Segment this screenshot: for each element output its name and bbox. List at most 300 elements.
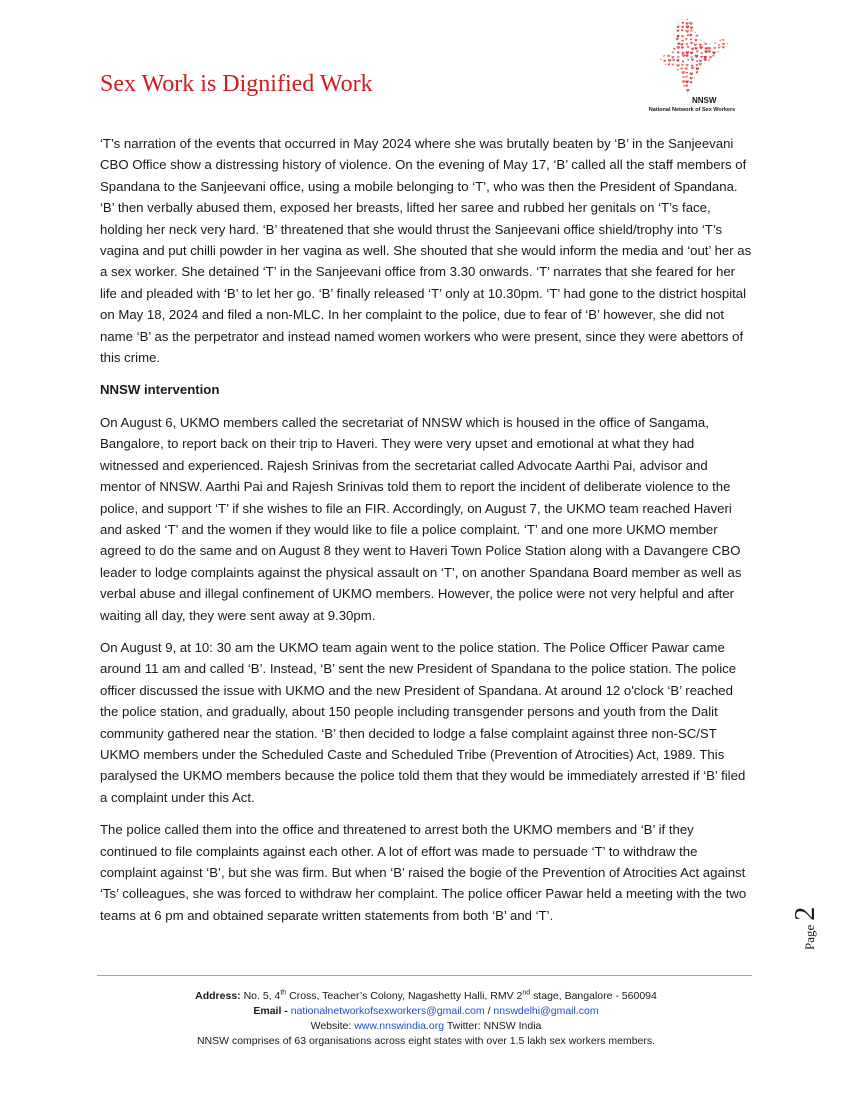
logo-heart-mark	[681, 26, 683, 28]
logo-heart-mark	[719, 39, 722, 41]
logo-heart-mark	[713, 18, 716, 19]
logo-heart-mark	[682, 76, 684, 78]
logo-heart-mark	[676, 25, 679, 28]
logo-heart-mark	[691, 48, 694, 51]
paragraph-1: ‘T’s narration of the events that occurred in May 2024 where she was brutally beaten by ‘B’ in the Sanjeevani CBO Office show a distressing history of violence. On the evening of May 17, ‘B’ called all the staff members of Spandana to the Sanjeevani office, using a mobile belonging to ‘T’, who was then the President of Spandana. ‘B’ then verbally abused them, exposed her breasts, lifted her saree and rubbed her genitals on ‘T’s face, holding her neck very hard. ‘B’ threatened that she would thrust the Sanjeevani office shield/trophy into ‘T’s vagina and put chilli powder in her vagina as well. She shouted that she would inform the media and ‘out’ her as a sex worker. She detained ‘T’ in the Sanjeevani office from 3.30 onwards. ‘T’ narrates that she feared for her life and pleaded with ‘B’ to let her go. ‘B’ finally released ‘T’ only at 10.30pm. ‘T’ had gone to the district hospital on May 18, 2024 and filed a non-MLC. In her complaint to the police, due to fear of ‘B’ however, she did not name ‘B’ as the perpetrator and instead named women workers who were present, since they were abettors of this crime.	[100, 136, 752, 366]
logo-heart-mark	[677, 42, 680, 45]
address-sup-2: nd	[522, 989, 531, 997]
logo-heart-mark	[700, 39, 703, 41]
logo-heart-mark	[663, 93, 666, 96]
logo-heart-mark	[690, 30, 693, 33]
logo-heart-mark	[668, 18, 671, 19]
logo-heart-mark	[685, 80, 688, 83]
logo-heart-mark	[691, 58, 694, 61]
logo-heart-mark	[704, 80, 706, 82]
logo-heart-mark	[663, 52, 666, 55]
logo-heart-mark	[709, 34, 712, 37]
logo-heart-mark	[718, 46, 721, 48]
logo-heart-mark	[663, 88, 666, 91]
logo-heart-mark	[677, 56, 680, 58]
logo-heart-mark	[657, 22, 661, 25]
logo-heart-mark	[689, 22, 693, 25]
logo-heart-mark	[663, 18, 666, 20]
website-link[interactable]: www.nnswindia.org	[354, 1020, 445, 1032]
logo-heart-mark	[699, 44, 702, 46]
logo-heart-mark	[696, 84, 698, 86]
logo-heart-mark	[654, 51, 655, 53]
logo-heart-mark	[722, 88, 725, 91]
logo-heart-mark	[704, 38, 707, 41]
logo-heart-mark	[654, 76, 656, 78]
logo-heart-mark	[712, 51, 716, 54]
logo-heart-mark	[663, 84, 666, 86]
logo-heart-mark	[672, 59, 675, 62]
logo-heart-mark	[727, 21, 730, 24]
logo-heart-mark	[722, 60, 725, 63]
paragraph-4: The police called them into the office and threatened to arrest both the UKMO members and ‘B’ if they continued to file complaints against each other. A lot of effort was made to persuade ‘T’ to withdraw the complaint against ‘B’, but she was firm. But when ‘B’ raised the bogie of the Prevention of Atrocities Act against ‘Ts’ colleagues, she was forced to withdraw her complaint. The police officer Pawar held a meeting with the two teams at 6 pm and obtained separate written statements from both ‘B’ and ‘T’.	[100, 822, 747, 923]
logo-heart-mark	[686, 22, 689, 25]
logo-heart-mark	[690, 72, 694, 75]
logo-heart-mark	[672, 51, 674, 53]
logo-heart-mark	[724, 76, 726, 78]
logo-heart-mark	[663, 22, 666, 25]
logo-heart-mark	[667, 27, 669, 29]
paragraph-3: On August 9, at 10: 30 am the UKMO team again went to the police station. The Police Officer Pawar came around 11 am and called ‘B’. Instead, ‘B’ sent the new President of Spandana to the police station. The police officer discussed the issue with UKMO and the new President of Spandana. At around 12 o'clock ‘B’ reached the police station, and gradually, about 150 people including transgender persons and youth from the Dalit community gathered near the station. ‘B’ then decided to lodge a false complaint against three non-SC/ST UKMO members under the Scheduled Caste and Scheduled Tribe (Prevention of Atrocities) Act, 1989. This paralysed the UKMO members because the police told them that they would be immediately arrested if ‘B’ filed a complaint under this Act.	[100, 639, 746, 805]
logo-heart-mark	[714, 92, 717, 95]
logo-heart-mark	[705, 67, 709, 70]
logo-heart-mark	[662, 67, 666, 70]
logo-heart-mark	[690, 77, 693, 80]
address-part-3: stage, Bangalore - 560094	[530, 990, 657, 1002]
logo-heart-mark	[700, 23, 703, 25]
logo-heart-mark	[708, 84, 712, 87]
page-number-marker	[790, 895, 820, 950]
logo-heart-mark	[658, 26, 661, 28]
logo-heart-mark	[685, 30, 689, 33]
logo-heart-mark	[708, 50, 711, 53]
logo-heart-mark	[654, 68, 657, 71]
logo-heart-mark	[718, 81, 721, 84]
nnsw-logo	[642, 18, 742, 114]
logo-heart-mark	[704, 25, 708, 28]
logo-heart-mark	[713, 69, 715, 71]
logo-heart-mark	[717, 22, 720, 24]
logo-heart-mark	[664, 72, 667, 74]
logo-heart-mark	[694, 43, 697, 46]
logo-heart-mark	[663, 26, 666, 28]
logo-heart-mark	[672, 64, 675, 66]
logo-heart-mark	[667, 89, 670, 92]
logo-heart-mark	[699, 60, 702, 63]
logo-heart-mark	[707, 47, 711, 50]
logo-heart-mark	[694, 21, 697, 24]
address-part-1: No. 5, 4	[243, 990, 281, 1002]
logo-heart-mark	[687, 46, 690, 48]
logo-heart-mark	[712, 34, 715, 37]
footer	[100, 989, 752, 1049]
logo-heart-mark	[696, 60, 698, 62]
logo-heart-mark	[700, 76, 704, 79]
logo-heart-mark	[663, 80, 666, 83]
logo-heart-mark	[654, 84, 656, 87]
logo-heart-mark	[658, 55, 661, 58]
logo-heart-mark	[722, 46, 725, 48]
logo-heart-mark	[704, 75, 708, 78]
logo-heart-mark	[717, 30, 720, 33]
logo-heart-mark	[685, 18, 688, 20]
logo-heart-mark	[696, 71, 699, 74]
logo-heart-mark	[667, 47, 670, 50]
logo-heart-mark	[718, 93, 721, 96]
logo-heart-mark	[677, 46, 680, 49]
logo-heart-mark	[722, 55, 725, 58]
logo-heart-mark	[704, 63, 708, 66]
logo-heart-mark	[671, 85, 674, 88]
logo-heart-mark	[667, 80, 670, 83]
logo-heart-mark	[718, 59, 720, 61]
logo-name: NNSW	[692, 96, 717, 105]
logo-heart-mark	[713, 21, 716, 23]
logo-heart-mark	[695, 89, 697, 91]
logo-heart-mark	[710, 31, 713, 34]
logo-heart-mark	[717, 18, 720, 20]
section-heading: NNSW intervention	[100, 382, 220, 398]
logo-heart-mark	[727, 55, 730, 58]
logo-heart-mark	[701, 72, 703, 74]
logo-heart-mark	[682, 89, 685, 91]
logo-heart-mark	[718, 71, 721, 74]
logo-heart-mark	[690, 90, 693, 93]
logo-heart-mark	[709, 18, 712, 20]
logo-heart-mark	[676, 64, 680, 67]
logo-heart-mark	[654, 39, 657, 42]
logo-heart-mark	[671, 38, 673, 40]
logo-heart-mark	[672, 34, 674, 36]
logo-heart-mark	[709, 88, 713, 91]
logo-heart-mark	[705, 30, 708, 32]
logo-heart-mark	[691, 67, 694, 70]
footer-divider	[97, 975, 752, 976]
logo-heart-mark	[658, 43, 660, 45]
logo-heart-mark	[714, 88, 717, 91]
logo-heart-mark	[727, 60, 730, 62]
logo-heart-mark	[681, 40, 683, 42]
logo-heart-mark	[728, 71, 730, 74]
logo-heart-mark	[691, 65, 693, 67]
logo-heart-mark	[695, 18, 697, 20]
logo-heart-mark	[709, 76, 712, 79]
page-label: Page	[802, 924, 817, 950]
logo-heart-mark	[724, 64, 726, 66]
logo-heart-mark	[713, 25, 717, 28]
logo-heart-mark	[668, 35, 671, 38]
logo-heart-mark	[662, 43, 665, 46]
logo-heart-mark	[723, 21, 726, 23]
logo-heart-mark	[658, 79, 661, 82]
logo-heart-mark	[663, 75, 666, 77]
logo-heart-mark	[671, 68, 674, 71]
logo-heart-mark	[728, 86, 730, 88]
logo-heart-mark	[668, 63, 670, 65]
logo-heart-mark	[714, 64, 717, 67]
logo-heart-mark	[686, 51, 690, 54]
logo-heart-mark	[687, 59, 689, 61]
logo-heart-mark	[667, 86, 670, 88]
logo-heart-mark	[686, 43, 688, 45]
email-link-2[interactable]: nnswdelhi@gmail.com	[493, 1005, 599, 1017]
logo-heart-mark	[699, 63, 702, 66]
logo-heart-mark	[717, 26, 720, 29]
logo-heart-mark	[663, 35, 665, 37]
logo-heart-mark	[690, 26, 694, 29]
logo-heart-mark	[708, 59, 711, 62]
logo-heart-mark	[686, 72, 688, 74]
logo-heart-mark	[681, 71, 685, 74]
logo-heart-mark	[677, 30, 680, 33]
logo-heart-mark	[654, 72, 656, 75]
footer-email	[100, 1004, 752, 1019]
logo-heart-mark	[712, 55, 715, 58]
logo-heart-mark	[659, 64, 661, 66]
logo-heart-mark	[658, 51, 660, 53]
logo-heart-mark	[654, 26, 656, 28]
address-label: Address:	[195, 990, 241, 1002]
logo-heart-mark	[685, 85, 688, 87]
logo-heart-mark	[672, 89, 675, 91]
logo-heart-mark	[682, 61, 684, 63]
logo-heart-mark	[722, 30, 725, 32]
logo-heart-mark	[663, 55, 665, 57]
logo-heart-mark	[686, 89, 689, 92]
email-link-1[interactable]: nationalnetworkofsexworkers@gmail.com	[290, 1005, 485, 1017]
logo-heart-mark	[654, 18, 656, 20]
logo-heart-mark	[713, 38, 716, 41]
logo-heart-mark	[704, 21, 706, 23]
logo-heart-mark	[709, 63, 711, 65]
logo-heart-mark	[718, 34, 720, 36]
logo-heart-mark	[671, 42, 675, 45]
logo-heart-mark	[681, 68, 683, 70]
logo-heart-mark	[658, 18, 660, 20]
logo-heart-mark	[676, 35, 679, 38]
logo-heart-mark	[699, 33, 702, 36]
logo-heart-mark	[705, 73, 707, 75]
logo-heart-mark	[709, 92, 712, 94]
logo-heart-mark	[695, 39, 698, 42]
logo-heart-mark	[704, 18, 707, 21]
logo-heart-mark	[668, 21, 671, 23]
logo-heart-mark	[663, 46, 665, 48]
logo-heart-mark	[705, 47, 708, 50]
logo-heart-mark	[685, 67, 688, 70]
logo-heart-mark	[658, 58, 662, 61]
logo-heart-mark	[654, 55, 656, 58]
logo-heart-mark	[699, 27, 702, 30]
logo-heart-mark	[722, 81, 725, 83]
logo-heart-mark	[676, 59, 679, 62]
logo-heart-mark	[658, 93, 660, 95]
logo-heart-mark	[662, 31, 665, 34]
logo-heart-mark	[682, 52, 685, 54]
logo-heart-mark	[654, 79, 656, 82]
logo-heart-mark	[668, 43, 672, 46]
logo-heart-mark	[723, 25, 726, 28]
logo-heart-mark	[713, 80, 717, 83]
logo-heart-mark	[690, 42, 693, 45]
logo-heart-mark	[676, 72, 678, 74]
logo-heart-mark	[713, 71, 716, 74]
logo-heart-mark	[728, 50, 730, 52]
logo-heart-mark	[699, 88, 702, 91]
logo-heart-mark	[694, 30, 698, 33]
logo-heart-mark	[718, 51, 721, 54]
document-title: Sex Work is Dignified Work	[100, 71, 373, 97]
footer-address	[100, 989, 752, 1004]
logo-heart-mark	[700, 69, 703, 71]
logo-heart-mark	[723, 18, 726, 20]
logo-heart-mark	[690, 52, 693, 55]
logo-heart-mark	[682, 22, 684, 24]
email-label: Email -	[253, 1005, 288, 1017]
logo-heart-mark	[681, 29, 683, 31]
logo-heart-mark	[694, 77, 697, 80]
logo-heart-mark	[690, 18, 693, 21]
logo-heart-mark	[710, 67, 712, 69]
logo-heart-mark	[727, 26, 730, 28]
logo-heart-mark	[685, 54, 688, 57]
logo-heart-mark	[673, 30, 675, 32]
logo-heart-mark	[728, 30, 730, 33]
logo-heart-mark	[682, 54, 686, 57]
logo-heart-mark	[673, 48, 676, 50]
logo-heart-mark	[682, 85, 685, 87]
logo-heart-mark	[675, 18, 679, 19]
logo-heart-mark	[672, 26, 674, 28]
logo-heart-mark	[690, 38, 692, 40]
logo-heart-mark	[722, 85, 725, 88]
logo-heart-mark	[722, 68, 725, 71]
logo-heart-mark	[654, 47, 656, 50]
logo-heart-mark	[685, 76, 688, 78]
document-body	[100, 133, 752, 937]
logo-heart-mark	[727, 46, 730, 49]
logo-heart-mark	[671, 56, 674, 58]
logo-heart-mark	[700, 84, 703, 87]
logo-heart-mark	[659, 46, 663, 49]
logo-heart-mark	[714, 42, 716, 44]
logo-heart-mark	[705, 50, 708, 53]
logo-heart-mark	[722, 71, 725, 74]
logo-heart-mark	[695, 34, 698, 37]
logo-heart-mark	[686, 64, 689, 67]
logo-heart-mark	[681, 35, 684, 38]
logo-heart-mark	[722, 34, 726, 37]
logo-heart-mark	[657, 72, 660, 75]
logo-heart-mark	[726, 33, 730, 36]
logo-heart-mark	[672, 18, 675, 19]
logo-heart-mark	[667, 68, 670, 71]
logo-heart-mark	[694, 93, 696, 95]
logo-heart-mark	[681, 64, 684, 66]
logo-heart-mark	[686, 25, 690, 28]
logo-heart-mark	[695, 80, 698, 83]
logo-heart-mark	[657, 85, 660, 87]
logo-heart-mark	[700, 81, 702, 83]
logo-heart-mark	[695, 55, 698, 58]
logo-heart-mark	[701, 52, 704, 54]
paragraph-2: On August 6, UKMO members called the secretariat of NNSW which is housed in the office of Sangama, Bangalore, to report back on their trip to Haveri. They were very upset and emotional at what they had witnessed and experienced. Rajesh Srinivas from the secretariat called Advocate Aarthi Pai, advisor and mentor of NNSW. Aarthi Pai and Rajesh Srinivas told them to report the incident of deliberate violence to the police, and support ‘T’ if she wishes to file an FIR. Accordingly, on August 7, the UKMO team reached Haveri and asked ‘T’ and the women if they would like to file a police complaint. ‘T’ and one more UKMO member agreed to do the same and on August 8 they went to Haveri Town Police Station along with a Davangere CBO leader to lodge complaints against the physical assault on ‘T’, on another Spandana Board member as well as verbal abuse and illegal confinement of UKMO members. However, the police were not very helpful and after waiting all day, they were sent away at 9.30pm.	[100, 414, 742, 623]
logo-heart-mark	[681, 80, 685, 83]
footer-website	[100, 1019, 752, 1034]
logo-heart-mark	[681, 46, 684, 48]
logo-heart-mark	[681, 93, 684, 95]
logo-heart-mark	[663, 64, 667, 67]
logo-heart-mark	[654, 64, 657, 67]
logo-heart-mark	[677, 79, 680, 82]
logo-heart-mark	[709, 25, 712, 28]
india-map-hearts-icon	[654, 18, 730, 96]
logo-heart-mark	[700, 18, 702, 20]
logo-heart-mark	[718, 63, 721, 65]
twitter-handle: Twitter: NNSW India	[446, 1020, 542, 1032]
logo-heart-mark	[676, 38, 679, 41]
logo-heart-mark	[714, 30, 716, 32]
logo-heart-mark	[654, 21, 656, 24]
logo-heart-mark	[690, 81, 693, 83]
email-separator: /	[487, 1005, 491, 1017]
logo-heart-mark	[680, 18, 684, 20]
logo-heart-mark	[714, 85, 718, 88]
logo-heart-mark	[723, 51, 725, 53]
logo-heart-mark	[695, 47, 698, 50]
logo-heart-mark	[705, 90, 707, 92]
page-number: 2	[790, 906, 821, 921]
logo-heart-mark	[654, 93, 656, 96]
address-part-2: Cross, Teacher’s Colony, Nagashetty Halli, RMV 2	[286, 990, 523, 1002]
logo-heart-mark	[657, 88, 661, 91]
logo-heart-mark	[657, 38, 660, 41]
logo-heart-mark	[654, 88, 656, 91]
logo-heart-mark	[685, 93, 687, 95]
logo-heart-mark	[722, 43, 725, 46]
logo-heart-mark	[723, 94, 726, 96]
logo-heart-mark	[654, 43, 656, 45]
logo-heart-mark	[717, 68, 720, 71]
logo-heart-mark	[676, 84, 678, 86]
logo-heart-mark	[655, 30, 657, 32]
logo-heart-mark	[659, 68, 663, 71]
logo-heart-mark	[727, 43, 729, 45]
logo-heart-mark	[721, 38, 724, 41]
logo-heart-mark	[663, 38, 666, 40]
logo-heart-mark	[677, 89, 679, 91]
logo-heart-mark	[691, 85, 693, 87]
logo-heart-mark	[685, 38, 687, 40]
logo-heart-mark	[727, 89, 730, 91]
logo-heart-mark	[714, 77, 717, 80]
footer-tagline: NNSW comprises of 63 organisations across eight states with over 1.5 lakh sex workers members.	[196, 1035, 656, 1047]
logo-heart-mark	[676, 76, 678, 78]
logo-heart-mark	[728, 76, 730, 79]
logo-heart-mark	[667, 71, 670, 74]
logo-heart-mark	[728, 92, 730, 95]
logo-heart-mark	[719, 55, 722, 57]
logo-heart-mark	[672, 92, 676, 95]
logo-subtitle: National Network of Sex Workers	[648, 107, 736, 113]
website-label: Website:	[310, 1020, 352, 1032]
logo-heart-mark	[713, 59, 716, 62]
logo-heart-mark	[667, 55, 670, 58]
